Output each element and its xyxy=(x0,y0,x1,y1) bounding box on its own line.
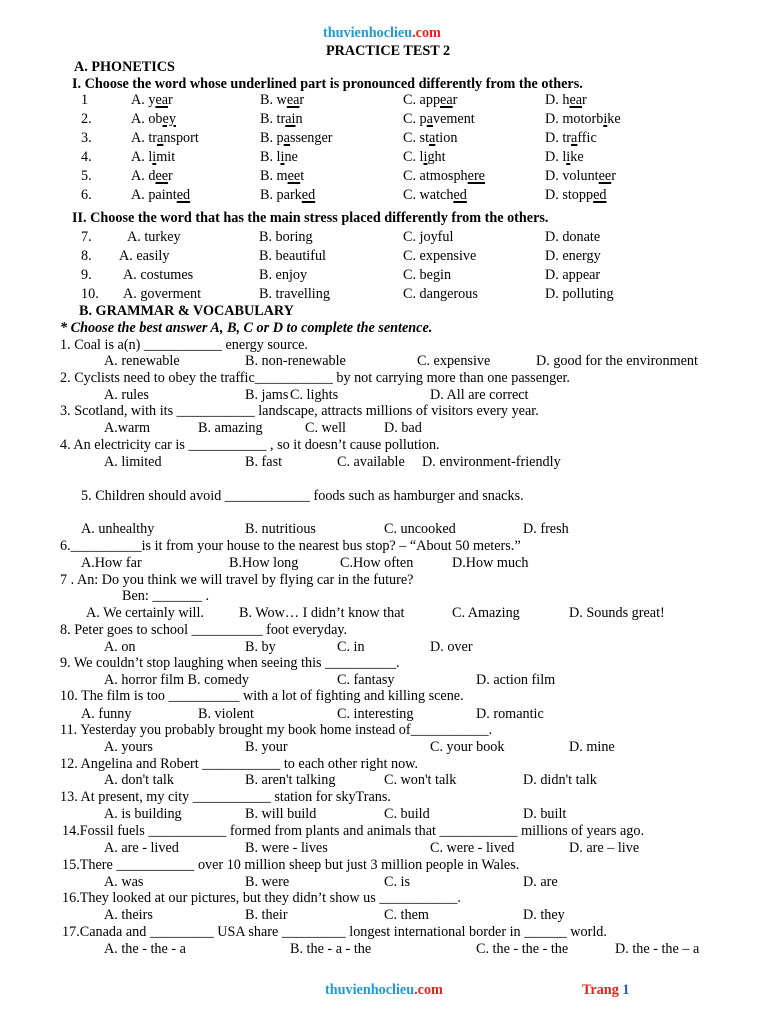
option-text: B. w xyxy=(260,92,287,108)
option: D. mine xyxy=(569,739,615,755)
option: C. in xyxy=(337,639,365,655)
underlined-part: ea xyxy=(155,92,169,108)
option: C. available xyxy=(337,454,405,470)
underlined-part: ed xyxy=(176,187,191,203)
option-text: r xyxy=(611,168,616,184)
option xyxy=(403,168,485,185)
option: B. nutritious xyxy=(245,521,316,537)
option: A. is building xyxy=(104,806,182,822)
option-text: A. ob xyxy=(131,111,163,127)
option: B. enjoy xyxy=(259,267,308,283)
site-domain: .com xyxy=(412,25,441,41)
option-text: B. park xyxy=(260,187,302,203)
question-text: 15.There ___________ over 10 million sheep but just 3 million people in Wales. xyxy=(62,857,520,873)
option: C. build xyxy=(384,806,430,822)
option xyxy=(403,149,446,166)
underlined-part: i xyxy=(566,149,571,165)
option: A. horror film B. comedy xyxy=(104,672,249,688)
option: C. uncooked xyxy=(384,521,456,537)
option-text: C. st xyxy=(403,130,430,146)
option: C. were - lived xyxy=(430,840,515,856)
option-text: tion xyxy=(435,130,458,146)
question-number: 8. xyxy=(81,248,92,264)
option xyxy=(131,168,173,185)
option: C. the - the - the xyxy=(476,941,569,957)
option-text: nsport xyxy=(163,130,199,146)
option: C. interesting xyxy=(337,706,414,722)
option: C. joyful xyxy=(403,229,454,245)
option xyxy=(260,149,298,166)
option: A. funny xyxy=(81,706,132,722)
option: A. was xyxy=(104,874,144,890)
option: C. fantasy xyxy=(337,672,395,688)
option xyxy=(131,111,176,128)
question-text: 3. Scotland, with its ___________ landscape, attracts millions of visitors every year. xyxy=(60,403,539,419)
option-text: ffic xyxy=(577,130,597,146)
option: A. unhealthy xyxy=(81,521,155,537)
option: A. costumes xyxy=(123,267,194,283)
option: B. amazing xyxy=(198,420,263,436)
option-text: C. l xyxy=(403,149,424,165)
option: D. didn't talk xyxy=(523,772,597,788)
underlined-part: i xyxy=(423,149,428,165)
option xyxy=(260,130,333,147)
option-text: mit xyxy=(156,149,176,165)
section-b-title: B. GRAMMAR & VOCABULARY xyxy=(79,303,294,319)
footer-site-name: thuvienhoclieu xyxy=(325,982,415,998)
option xyxy=(545,111,621,128)
option: D.How much xyxy=(452,555,529,571)
site-header[interactable] xyxy=(323,25,441,42)
option xyxy=(260,168,304,185)
question-text: 8. Peter goes to school __________ foot everyday. xyxy=(60,622,348,638)
question-text: 9. We couldn’t stop laughing when seeing this __________. xyxy=(60,655,400,671)
section-a-title: A. PHONETICS xyxy=(74,59,175,75)
underlined-part: i xyxy=(280,149,285,165)
option-text: r xyxy=(168,168,173,184)
underlined-part: i xyxy=(152,149,157,165)
option xyxy=(545,187,607,204)
option: D. the - the – a xyxy=(615,941,700,957)
page-num: 1 xyxy=(622,982,630,998)
question-text: 2. Cyclists need to obey the traffic___________ by not carrying more than one passenger. xyxy=(60,370,570,386)
option: C. well xyxy=(305,420,346,436)
question-text: 16.They looked at our pictures, but they didn’t show us ___________. xyxy=(62,890,461,906)
option: A.warm xyxy=(104,420,151,436)
option-text: D. l xyxy=(545,149,567,165)
option: A. goverment xyxy=(123,286,202,302)
option: A. on xyxy=(104,639,136,655)
option: A. yours xyxy=(104,739,153,755)
underlined-part: a xyxy=(157,130,164,146)
question-text: 10. The film is too __________ with a lot of fighting and killing scene. xyxy=(60,688,464,704)
option xyxy=(131,92,173,109)
option-text: r xyxy=(582,92,587,108)
question-number: 10. xyxy=(81,286,99,302)
option: B. the - a - the xyxy=(290,941,372,957)
option: D. Sounds great! xyxy=(569,605,665,621)
option: B. non-renewable xyxy=(245,353,346,369)
question-number: 9. xyxy=(81,267,92,283)
underlined-part: ere xyxy=(467,168,485,184)
option: A. rules xyxy=(104,387,149,403)
option: B. their xyxy=(245,907,288,923)
option: D. bad xyxy=(384,420,422,436)
question-text: 7 . An: Do you think we will travel by flying car in the future? xyxy=(60,572,414,588)
option-text: ke xyxy=(570,149,584,165)
option-text: t xyxy=(300,168,305,184)
underlined-part: ey xyxy=(162,111,176,127)
option: B. fast xyxy=(245,454,283,470)
option xyxy=(545,149,584,166)
option: D. are xyxy=(523,874,558,890)
underlined-part: ee xyxy=(287,168,301,184)
question-number: 7. xyxy=(81,229,92,245)
option: D. action film xyxy=(476,672,556,688)
option: D. environment-friendly xyxy=(422,454,561,470)
part2-instruction: II. Choose the word that has the main stress placed differently from the others. xyxy=(72,210,549,226)
question-number: 5. xyxy=(81,168,92,184)
option-text: B. p xyxy=(260,130,284,146)
question-number: 6. xyxy=(81,187,92,203)
option-text: D. h xyxy=(545,92,570,108)
option-text: B. tr xyxy=(260,111,286,127)
site-name: thuvienhoclieu xyxy=(323,25,413,41)
question-text: 4. An electricity car is ___________ , so it doesn’t cause pollution. xyxy=(60,437,440,453)
option-text: A. y xyxy=(131,92,156,108)
section-b-instruction: * Choose the best answer A, B, C or D to complete the sentence. xyxy=(60,320,433,336)
option: B. beautiful xyxy=(259,248,326,264)
question-text: 13. At present, my city ___________ station for skyTrans. xyxy=(60,789,391,805)
option: D. All are correct xyxy=(430,387,529,403)
option-text: A. paint xyxy=(131,187,177,203)
option: D. fresh xyxy=(523,521,569,537)
option: A. theirs xyxy=(104,907,153,923)
option-text: D. volunt xyxy=(545,168,599,184)
option: B. were xyxy=(245,874,290,890)
question-text: 14.Fossil fuels ___________ formed from plants and animals that ___________ millions of years ago. xyxy=(62,823,645,839)
option: A. easily xyxy=(119,248,170,264)
page-number xyxy=(582,982,629,999)
option: D. donate xyxy=(545,229,601,245)
option-text: C. watch xyxy=(403,187,454,203)
footer-site[interactable] xyxy=(325,982,443,999)
option: D. romantic xyxy=(476,706,544,722)
option-text: ght xyxy=(427,149,446,165)
option-text: n xyxy=(295,111,303,127)
option: D. are – live xyxy=(569,840,640,856)
option-text: ssenger xyxy=(289,130,333,146)
option: C. expensive xyxy=(403,248,477,264)
question-text: 5. Children should avoid ____________ foods such as hamburger and snacks. xyxy=(81,488,524,504)
option: C. your book xyxy=(430,739,505,755)
underlined-part: i xyxy=(603,111,608,127)
option: C. Amazing xyxy=(452,605,520,621)
option: C. won't talk xyxy=(384,772,457,788)
option-text: A. tr xyxy=(131,130,158,146)
option-text: B. m xyxy=(260,168,288,184)
option: C. dangerous xyxy=(403,286,478,302)
option: B.How long xyxy=(229,555,299,571)
underlined-part: ed xyxy=(301,187,316,203)
option: C.How often xyxy=(340,555,414,571)
option-text: C. p xyxy=(403,111,427,127)
option: D. built xyxy=(523,806,567,822)
underlined-part: ai xyxy=(285,111,296,127)
option xyxy=(131,130,199,147)
option: D. polluting xyxy=(545,286,614,302)
question-number: 3. xyxy=(81,130,92,146)
option: D. good for the environment xyxy=(536,353,698,369)
option-text: D. motorb xyxy=(545,111,604,127)
option xyxy=(545,130,597,147)
option: D. appear xyxy=(545,267,601,283)
question-text: Ben: _______ . xyxy=(122,588,210,604)
underlined-part: ee xyxy=(598,168,612,184)
option: C. expensive xyxy=(417,353,491,369)
option: A. turkey xyxy=(127,229,181,245)
underlined-part: ee xyxy=(155,168,169,184)
option-text: C. app xyxy=(403,92,441,108)
option-text: A. d xyxy=(131,168,156,184)
underlined-part: ed xyxy=(453,187,467,203)
footer-site-domain: .com xyxy=(414,982,443,998)
question-number: 2. xyxy=(81,111,92,127)
option-text: ke xyxy=(607,111,621,127)
option: B. boring xyxy=(259,229,313,245)
page-title: PRACTICE TEST 2 xyxy=(326,43,451,59)
underlined-part: a xyxy=(429,130,436,146)
option: B. your xyxy=(245,739,288,755)
question-number: 4. xyxy=(81,149,92,165)
option-text: r xyxy=(299,92,305,108)
underlined-part: a xyxy=(426,111,433,127)
option xyxy=(131,187,190,204)
page-label: Trang xyxy=(582,982,619,998)
option: C. is xyxy=(384,874,411,890)
option: A. limited xyxy=(104,454,162,470)
option: C. them xyxy=(384,907,429,923)
underlined-part: ea xyxy=(569,92,583,108)
option: A. are - lived xyxy=(104,840,179,856)
option: B. were - lives xyxy=(245,840,328,856)
option xyxy=(545,168,616,185)
question-text: 17.Canada and _________ USA share _________ longest international border in ______ world. xyxy=(62,924,607,940)
underlined-part: ed xyxy=(593,187,607,203)
question-text: 1. Coal is a(n) ___________ energy source. xyxy=(60,337,308,353)
option: B. Wow… I didn’t know that xyxy=(239,605,405,621)
option-text: r xyxy=(168,92,173,108)
option: B. violent xyxy=(198,706,254,722)
option xyxy=(260,111,303,128)
underlined-part: a xyxy=(283,130,290,146)
option: D. over xyxy=(430,639,473,655)
option: A. the - the - a xyxy=(104,941,186,957)
option: A. We certainly will. xyxy=(86,605,204,621)
option: D. energy xyxy=(545,248,601,264)
underlined-part: ea xyxy=(440,92,453,108)
underlined-part: ea xyxy=(286,92,300,108)
option-text: vement xyxy=(432,111,475,127)
option xyxy=(545,92,587,109)
option: A. renewable xyxy=(104,353,180,369)
option: A.How far xyxy=(81,555,142,571)
question-number: 1 xyxy=(81,92,89,108)
option xyxy=(403,111,475,128)
option-text: D. tr xyxy=(545,130,572,146)
option xyxy=(131,149,175,166)
option-text: ne xyxy=(284,149,298,165)
question-text: 6.__________is it from your house to the nearest bus stop? – “About 50 meters.” xyxy=(60,538,521,554)
option: B. travelling xyxy=(259,286,330,302)
option-text: r xyxy=(452,92,458,108)
option-text: A. l xyxy=(131,149,153,165)
option xyxy=(403,92,457,109)
option-text: C. atmosph xyxy=(403,168,468,184)
option-text: B. l xyxy=(260,149,281,165)
option: C. lights xyxy=(290,387,339,403)
option: C. begin xyxy=(403,267,452,283)
option xyxy=(403,187,467,204)
question-text: 12. Angelina and Robert ___________ to each other right now. xyxy=(60,756,419,772)
option xyxy=(260,92,304,109)
option: B. aren't talking xyxy=(245,772,336,788)
option: A. don't talk xyxy=(104,772,174,788)
part1-instruction: I. Choose the word whose underlined part is pronounced differently from the others. xyxy=(72,76,583,92)
option: B. will build xyxy=(245,806,317,822)
option: D. they xyxy=(523,907,565,923)
option: B. jams xyxy=(245,387,289,403)
option-text: D. stopp xyxy=(545,187,594,203)
underlined-part: a xyxy=(571,130,578,146)
option xyxy=(403,130,457,147)
option: B. by xyxy=(245,639,276,655)
question-text: 11. Yesterday you probably brought my book home instead of___________. xyxy=(60,722,493,738)
option xyxy=(260,187,315,204)
